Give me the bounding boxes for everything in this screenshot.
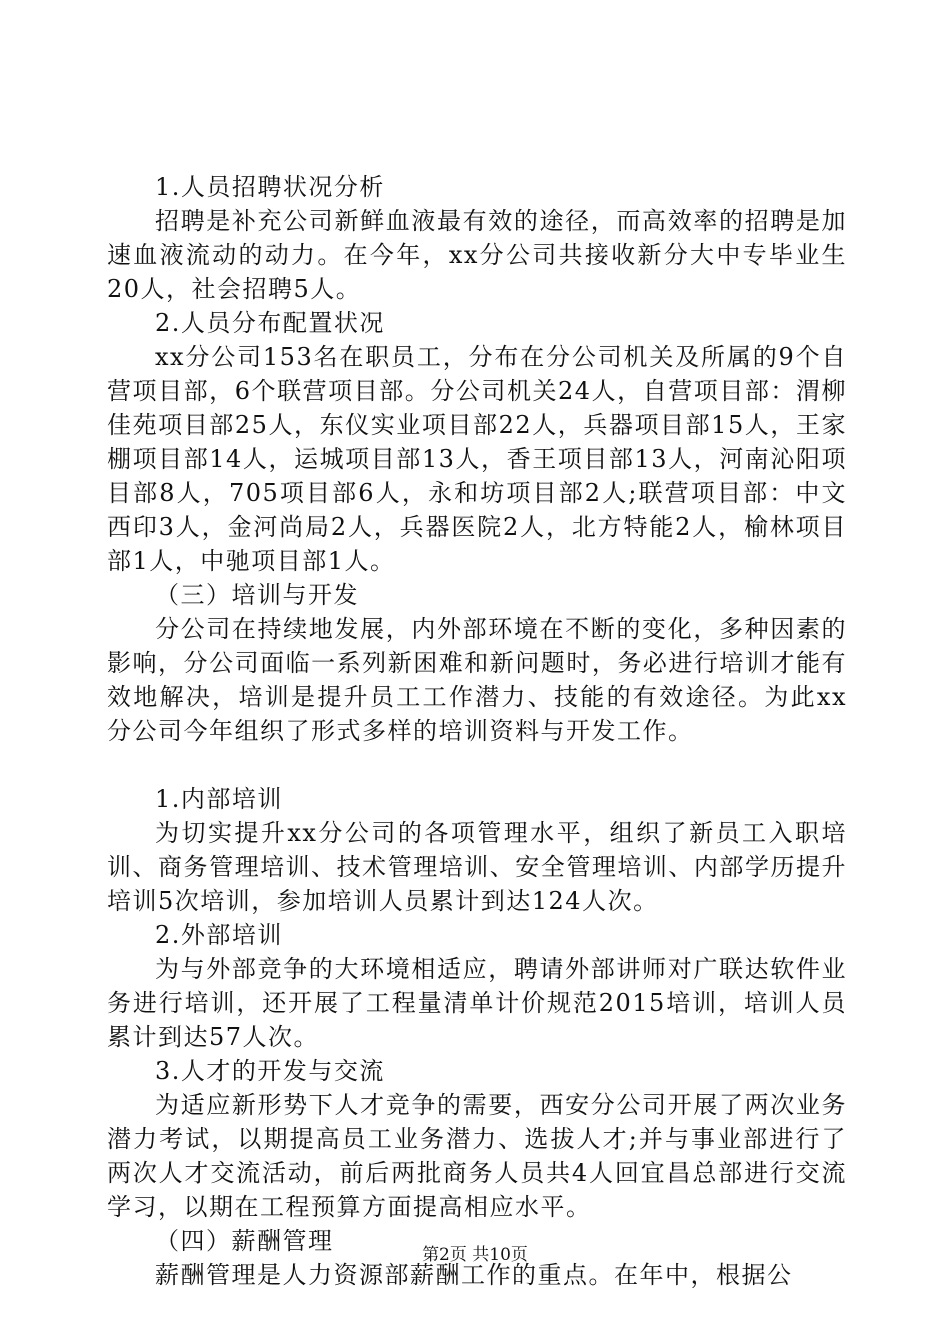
paragraph-training-development: 分公司在持续地发展，内外部环境在不断的变化，多种因素的影响，分公司面临一系列新困难和新问题时，务必进行培训才能有效地解决，培训是提升员工工作潜力、技能的有效途径。为此xx分公司今年组织了形式多样的培训资料与开发工作。	[107, 615, 847, 745]
heading-talent-development: 3.人才的开发与交流	[155, 1057, 385, 1085]
heading-external-training: 2.外部培训	[155, 921, 283, 949]
heading-training-development: （三）培训与开发	[155, 581, 359, 609]
page-footer	[0, 1244, 950, 1266]
heading-internal-training: 1.内部培训	[155, 785, 283, 813]
document-body	[107, 170, 847, 1292]
paragraph-external-training: 为与外部竞争的大环境相适应，聘请外部讲师对广联达软件业务进行培训，还开展了工程量清单计价规范2015培训，培训人员累计到达57人次。	[107, 955, 847, 1051]
paragraph-internal-training: 为切实提升xx分公司的各项管理水平，组织了新员工入职培训、商务管理培训、技术管理培训、安全管理培训、内部学历提升培训5次培训，参加培训人员累计到达124人次。	[107, 819, 847, 915]
paragraph-compensation: 薪酬管理是人力资源部薪酬工作的重点。在年中，根据公	[155, 1261, 793, 1289]
heading-recruitment-analysis: 1.人员招聘状况分析	[155, 173, 385, 201]
paragraph-staff-distribution: xx分公司153名在职员工，分布在分公司机关及所属的9个自营项目部，6个联营项目部。分公司机关24人，自营项目部：渭柳佳苑项目部25人，东仪实业项目部22人，兵器项目部15人，王家棚项目部14人，运城项目部13人，香王项目部13人，河南沁阳项目部8人，705项目部6人，永和坊项目部2人;联营项目部：中文西印3人，金河尚局2人，兵器医院2人，北方特能2人，榆林项目部1人，中驰项目部1人。	[107, 343, 847, 575]
paragraph-recruitment: 招聘是补充公司新鲜血液最有效的途径，而高效率的招聘是加速血液流动的动力。在今年，xx分公司共接收新分大中专毕业生20人，社会招聘5人。	[107, 207, 847, 303]
page-number-label: 第2页 共10页	[422, 1245, 528, 1265]
heading-compensation: （四）薪酬管理	[155, 1227, 334, 1255]
paragraph-talent-development: 为适应新形势下人才竞争的需要，西安分公司开展了两次业务潜力考试，以期提高员工业务潜力、选拔人才;并与事业部进行了两次人才交流活动，前后两批商务人员共4人回宜昌总部进行交流学习，以期在工程预算方面提高相应水平。	[107, 1091, 847, 1221]
heading-staff-distribution: 2.人员分布配置状况	[155, 309, 385, 337]
